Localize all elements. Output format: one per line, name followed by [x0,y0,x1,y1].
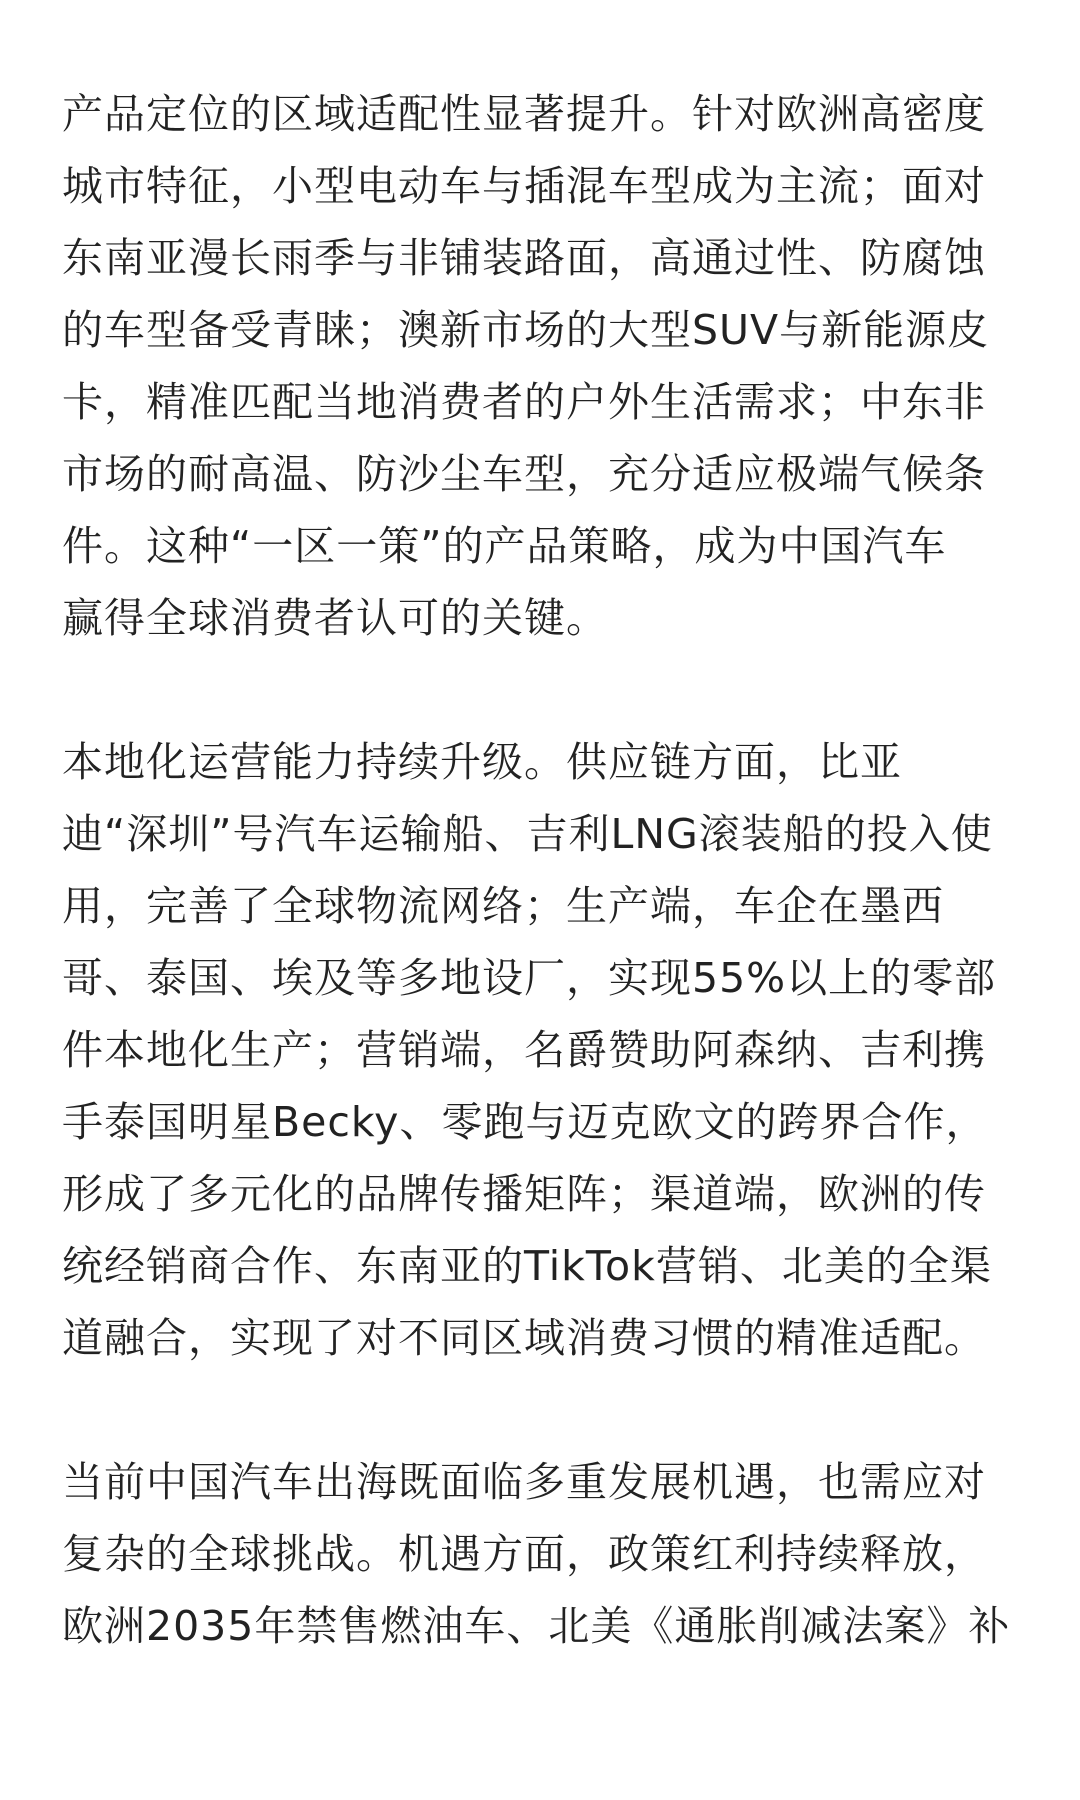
text-line: 手泰国明星Becky、零跑与迈克欧文的跨界合作， [62,1098,988,1146]
text-line: 本地化运营能力持续升级。供应链方面，比亚 [62,738,902,786]
text-line: 产品定位的区域适配性显著提升。针对欧洲高密度 [62,90,986,138]
article-body [62,78,1024,1734]
text-line: 城市特征，小型电动车与插混车型成为主流；面对 [62,162,986,210]
text-line: 道融合，实现了对不同区域消费习惯的精准适配。 [62,1314,986,1362]
text-line: 统经销商合作、东南亚的TikTok营销、北美的全渠 [62,1242,992,1290]
text-line: 欧洲2035年禁售燃油车、北美《通胀削减法案》补 [62,1602,1011,1650]
text-line: 卡，精准匹配当地消费者的户外生活需求；中东非 [62,378,986,426]
text-line: 迪“深圳”号汽车运输船、吉利LNG滚装船的投入使 [62,810,993,858]
paragraph-opportunities-challenges [62,1446,1024,1662]
text-line: 复杂的全球挑战。机遇方面，政策红利持续释放， [62,1530,986,1578]
text-line: 哥、泰国、埃及等多地设厂，实现55%以上的零部 [62,954,997,1002]
text-line: 赢得全球消费者认可的关键。 [62,594,608,642]
text-line: 的车型备受青睐；澳新市场的大型SUV与新能源皮 [62,306,990,354]
text-line: 当前中国汽车出海既面临多重发展机遇，也需应对 [62,1458,986,1506]
text-line: 件本地化生产；营销端，名爵赞助阿森纳、吉利携 [62,1026,986,1074]
text-line: 形成了多元化的品牌传播矩阵；渠道端，欧洲的传 [62,1170,986,1218]
text-line: 件。这种“一区一策”的产品策略，成为中国汽车 [62,522,947,570]
text-line: 东南亚漫长雨季与非铺装路面，高通过性、防腐蚀 [62,234,986,282]
text-line: 市场的耐高温、防沙尘车型，充分适应极端气候条 [62,450,986,498]
paragraph-product-positioning [62,78,1024,654]
text-line: 用，完善了全球物流网络；生产端，车企在墨西 [62,882,944,930]
paragraph-localized-operations [62,726,1024,1374]
